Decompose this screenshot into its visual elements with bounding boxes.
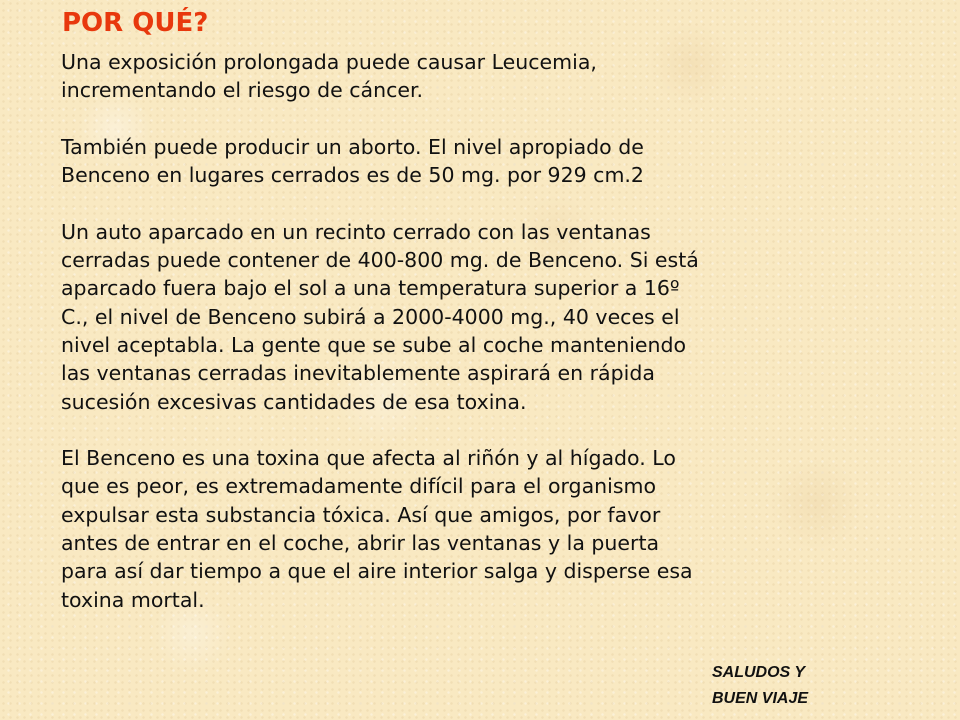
text-line: Un auto aparcado en un recinto cerrado con las ventanas [61, 219, 651, 244]
text-line: que es peor, es extremadamente difícil para el organismo [61, 474, 657, 499]
text-line: incrementando el riesgo de cáncer. [61, 78, 424, 103]
signoff-line: BUEN VIAJE [712, 690, 809, 707]
text-line: aparcado fuera bajo el sol a una temperatura superior a 16º [61, 276, 680, 301]
text-line: cerradas puede contener de 400-800 mg. de Benceno. Si está [61, 248, 699, 273]
text-line: las ventanas cerradas inevitablemente aspirará en rápida [61, 361, 655, 386]
text-line: Una exposición prolongada puede causar Leucemia, [61, 50, 597, 74]
text-line: toxina mortal. [61, 587, 205, 612]
text-line: expulsar esta substancia tóxica. Así que amigos, por favor [61, 502, 661, 527]
text-line: sucesión excesivas cantidades de esa toxina. [61, 389, 527, 414]
paragraph-abortion [61, 133, 921, 190]
text-line: antes de entrar en el coche, abrir las ventanas y la puerta [61, 531, 660, 556]
text-line: para así dar tiempo a que el aire interior salga y disperse esa [61, 559, 693, 584]
text-line: Benceno en lugares cerrados es de 50 mg. por 929 cm.2 [61, 163, 644, 188]
signoff [712, 660, 808, 712]
signoff-line: SALUDOS Y [712, 664, 806, 681]
paragraph-toxin [61, 444, 921, 614]
paragraph-parked-car [61, 218, 921, 416]
text-line: El Benceno es una toxina que afecta al riñón y al hígado. Lo [61, 446, 676, 471]
text-line: C., el nivel de Benceno subirá a 2000-4000 mg., 40 veces el [61, 304, 680, 329]
paragraph-leukemia [61, 48, 921, 105]
slide-title: POR QUÉ? [62, 8, 209, 38]
body-text [61, 48, 921, 614]
text-line: nivel aceptabla. La gente que se sube al coche manteniendo [61, 332, 687, 357]
text-line: También puede producir un aborto. El nivel apropiado de [61, 134, 644, 159]
